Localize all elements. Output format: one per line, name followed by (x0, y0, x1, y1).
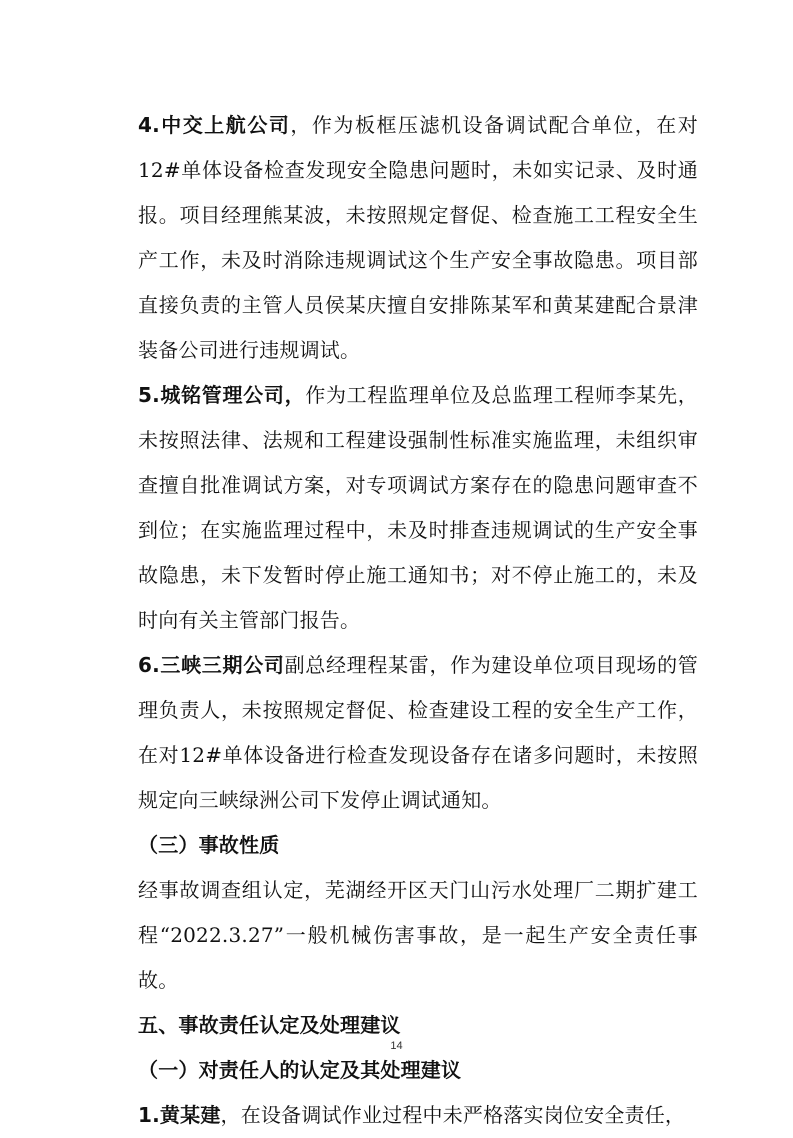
paragraph-lead: 1.黄某建 (138, 1103, 221, 1127)
subsection-heading: （一）对责任人的认定及其处理建议 (138, 1058, 462, 1082)
page-number: 14 (390, 1040, 403, 1052)
page-body (138, 103, 698, 1138)
paragraph-huang (138, 1093, 698, 1138)
paragraph-chengming (138, 373, 698, 643)
paragraph-lead: 4.中交上航公司 (138, 113, 291, 137)
paragraph-lead: 5.城铭管理公司， (138, 383, 306, 407)
paragraph-text: ，作为板框压滤机设备调试配合单位，在对12#单体设备检查发现安全隐患问题时，未如实记录、及时通报。项目经理熊某波，未按照规定督促、检查施工工程安全生产工作，未及时消除违规调试这个生产安全事故隐患。项目部直接负责的主管人员侯某庆擅自安排陈某军和黄某建配合景津装备公司进行违规调试。 (138, 113, 698, 362)
paragraph-text: 副总经理程某雷，作为建设单位项目现场的管理负责人，未按照规定督促、检查建设工程的安全生产工作，在对12#单体设备进行检查发现设备存在诸多问题时，未按照规定向三峡绿洲公司下发停止调试通知。 (138, 653, 699, 812)
paragraph-sanxia (138, 643, 698, 823)
paragraph-shanghang (138, 103, 698, 373)
section-heading-five: 五、事故责任认定及处理建议 (138, 1013, 401, 1037)
paragraph-text: 作为工程监理单位及总监理工程师李某先，未按照法律、法规和工程建设强制性标准实施监理，未组织审查擅自批准调试方案，对专项调试方案存在的隐患问题审查不到位；在实施监理过程中，未及时排查违规调试的生产安全事故隐患，未下发暂时停止施工通知书；对不停止施工的，未及时向有关主管部门报告。 (138, 383, 698, 632)
section-heading-nature: （三）事故性质 (138, 833, 280, 857)
paragraph-nature: 经事故调查组认定，芜湖经开区天门山污水处理厂二期扩建工程“2022.3.27”一般机械伤害事故，是一起生产安全责任事故。 (138, 878, 698, 992)
paragraph-text: ，在设备调试作业过程中未严格落实岗位安全责任， (220, 1103, 686, 1127)
paragraph-lead: 6.三峡三期公司 (138, 653, 285, 677)
